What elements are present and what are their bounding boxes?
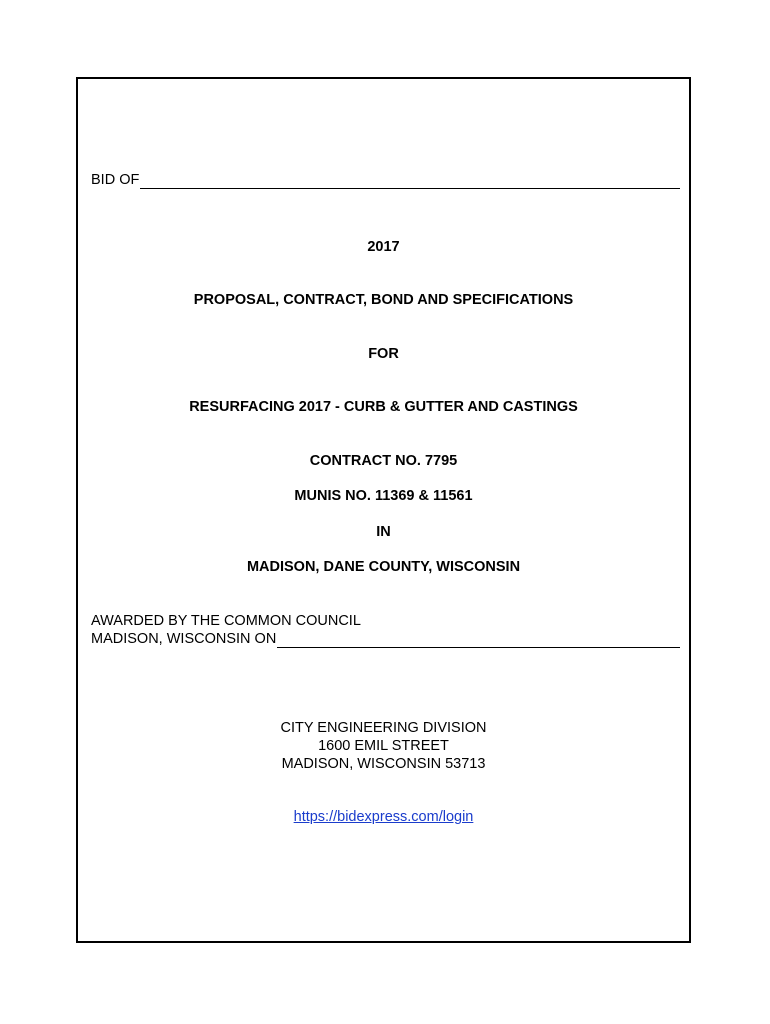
in-label: IN	[376, 524, 391, 540]
contract-number: CONTRACT NO. 7795	[309, 453, 458, 469]
bid-of-row	[91, 171, 680, 189]
bid-of-blank-line	[140, 173, 680, 189]
location: MADISON, DANE COUNTY, WISCONSIN	[246, 559, 521, 575]
bid-of-label: BID OF	[91, 172, 140, 188]
document-type: PROPOSAL, CONTRACT, BOND AND SPECIFICATIONS	[193, 292, 574, 308]
awarded-by-line: AWARDED BY THE COMMON COUNCIL	[91, 613, 361, 629]
awarded-on-row	[91, 630, 680, 648]
address-street: 1600 EMIL STREET	[318, 738, 449, 754]
bidexpress-link-row	[77, 808, 690, 826]
awarded-on-label: MADISON, WISCONSIN ON	[91, 631, 277, 647]
address-city: MADISON, WISCONSIN 53713	[281, 756, 486, 772]
address-division: CITY ENGINEERING DIVISION	[280, 720, 487, 736]
year: 2017	[367, 239, 400, 255]
munis-number: MUNIS NO. 11369 & 11561	[294, 488, 473, 504]
for-label: FOR	[368, 346, 399, 362]
project-title: RESURFACING 2017 - CURB & GUTTER AND CASTINGS	[189, 399, 578, 415]
award-date-blank-line	[277, 632, 680, 648]
bidexpress-link[interactable]: https://bidexpress.com/login	[293, 809, 474, 825]
